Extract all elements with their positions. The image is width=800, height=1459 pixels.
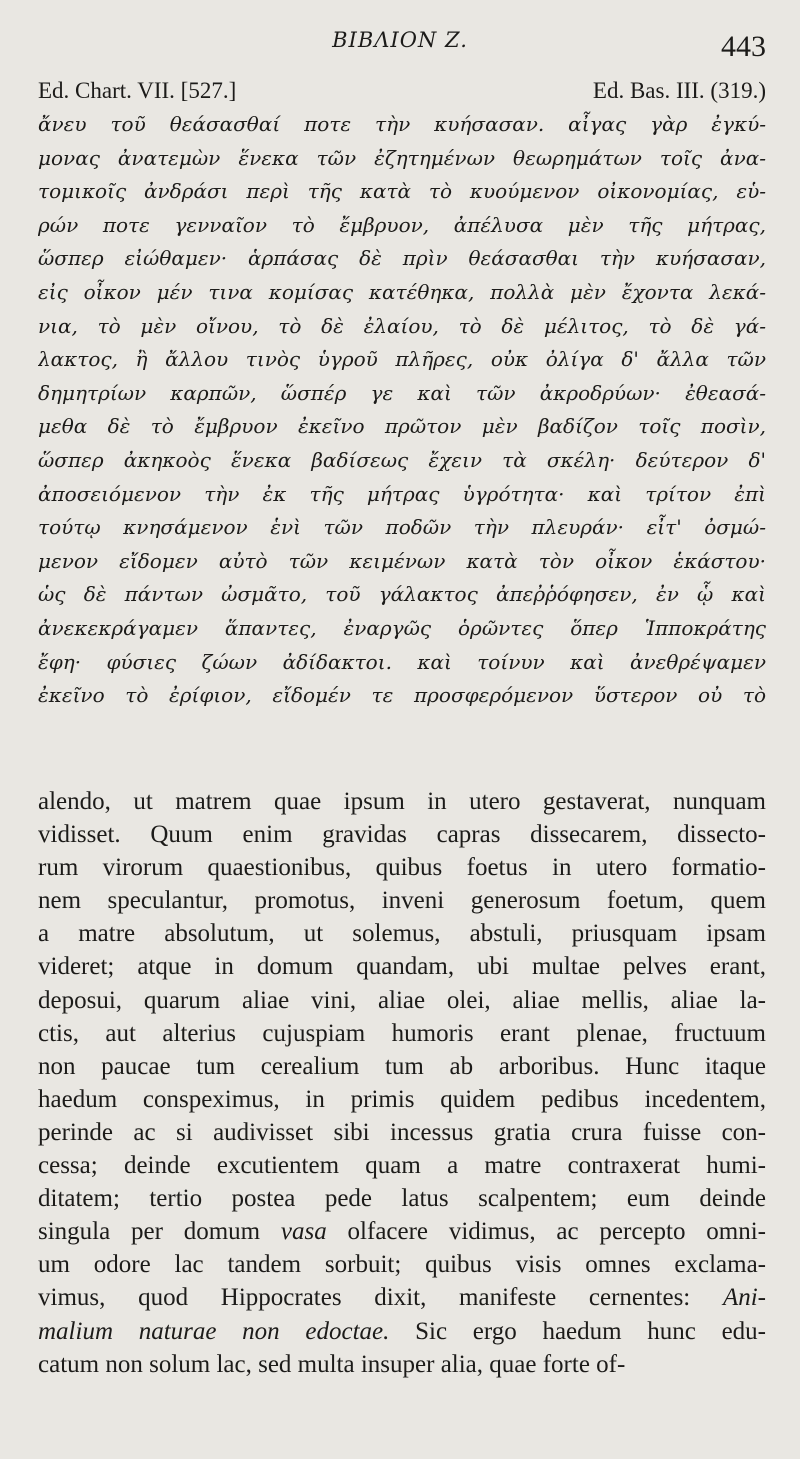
- edition-reference-right: Ed. Bas. III. (319.): [592, 78, 766, 103]
- latin-text-segment: olfacere vidimus, ac percepto omni-: [347, 1218, 766, 1246]
- greek-line: ρών ποτε γενναῖον τὸ ἔμβρυον, ἀπέλυσα μὲν τῆς μήτρας,: [38, 212, 766, 237]
- latin-line: vidisset. Quum enim gravidas capras dissecarem, dissecto-: [38, 821, 766, 849]
- latin-line: videret; atque in domum quandam, ubi multae pelves erant,: [38, 953, 766, 981]
- latin-line: deposui, quarum aliae vini, aliae olei, aliae mellis, aliae la-: [38, 986, 766, 1014]
- latin-text-column: [38, 785, 766, 1381]
- latin-line: um odore lac tandem sorbuit; quibus visis omnes exclama-: [38, 1251, 766, 1279]
- greek-line: τούτῳ κνησάμενον ἑνὶ τῶν ποδῶν τὴν πλευράν· εἶτ' ὀσμώ-: [38, 515, 766, 540]
- greek-line: εἰς οἶκον μέν τινα κομίσας κατέθηκα, πολλὰ μὲν ἔχοντα λεκά-: [38, 279, 766, 304]
- latin-line: [38, 1215, 766, 1248]
- latin-text-segment: vimus, quod Hippocrates dixit, manifeste cernentes:: [38, 1284, 691, 1312]
- latin-text-segment: Sic ergo haedum hunc edu-: [415, 1317, 766, 1345]
- greek-line: ἀποσειόμενον τὴν ἐκ τῆς μήτρας ὑγρότητα· καὶ τρίτον ἐπὶ: [38, 481, 766, 506]
- greek-line: ὡς δὲ πάντων ὠσμᾶτο, τοῦ γάλακτος ἀπεῤῥόφησεν, ἐν ᾧ καὶ: [38, 582, 766, 607]
- latin-italic-word: vasa: [280, 1218, 327, 1246]
- greek-line: μονας ἀνατεμὼν ἕνεκα τῶν ἐζητημένων θεωρημάτων τοῖς ἀνα-: [38, 145, 766, 170]
- greek-line: ὥσπερ εἰώθαμεν· ἁρπάσας δὲ πρὶν θεάσασθαι τὴν κυήσασαν,: [38, 246, 766, 271]
- latin-line: ditatem; tertio postea pede latus scalpentem; eum deinde: [38, 1185, 766, 1213]
- latin-line: non paucae tum cerealium tum ab arboribus. Hunc itaque: [38, 1052, 766, 1080]
- greek-line: δημητρίων καρπῶν, ὥσπέρ γε καὶ τῶν ἀκροδρύων· ἐθεασά-: [38, 380, 766, 405]
- latin-line: [38, 1281, 766, 1314]
- greek-line: ἐκεῖνο τὸ ἐρίφιον, εἴδομέν τε προσφερόμενον ὕστερον οὐ τὸ: [38, 683, 766, 708]
- greek-line: ὥσπερ ἀκηκοὸς ἕνεκα βαδίσεως ἔχειν τὰ σκέλη· δεύτερον δ': [38, 447, 766, 472]
- latin-line: perinde ac si audivisset sibi incessus gratia crura fuisse con-: [38, 1118, 766, 1146]
- latin-line: haedum conspeximus, in primis quidem pedibus incedentem,: [38, 1085, 766, 1113]
- greek-line: ἀνεκεκράγαμεν ἅπαντες, ἐναργῶς ὁρῶντες ὅπερ Ἱπποκράτης: [38, 615, 766, 640]
- greek-line: μενον εἴδομεν αὐτὸ τῶν κειμένων κατὰ τὸν οἶκον ἑκάστου·: [38, 548, 766, 573]
- greek-text-column: [38, 108, 766, 713]
- latin-italic-quotation: Ani-: [722, 1284, 766, 1312]
- latin-italic-quotation: malium naturae non edoctae.: [38, 1317, 390, 1345]
- greek-line: ἔφη· φύσιες ζώων ἀδίδακτοι. καὶ τοίνυν καὶ ἀνεθρέψαμεν: [38, 649, 766, 674]
- edition-reference-left: Ed. Chart. VII. [527.]: [38, 78, 237, 103]
- latin-line: cessa; deinde excutientem quam a matre contraxerat humi-: [38, 1152, 766, 1180]
- latin-line: nem speculantur, promotus, inveni generosum foetum, quem: [38, 887, 766, 915]
- greek-line: νια, τὸ μὲν οἴνου, τὸ δὲ ἐλαίου, τὸ δὲ μέλιτος, τὸ δὲ γά-: [38, 313, 766, 338]
- latin-line: a matre absolutum, ut solemus, abstuli, priusquam ipsam: [38, 920, 766, 948]
- greek-line: λακτος, ἢ ἄλλου τινὸς ὑγροῦ πλῆρες, οὐκ ὀλίγα δ' ἄλλα τῶν: [38, 347, 766, 372]
- latin-line: rum virorum quaestionibus, quibus foetus in utero formatio-: [38, 854, 766, 882]
- page-number: 443: [721, 30, 766, 63]
- latin-line: [38, 1315, 766, 1348]
- latin-line: ctis, aut alterius cujuspiam humoris erant plenae, fructuum: [38, 1019, 766, 1047]
- greek-line: μεθα δὲ τὸ ἔμβρυον ἐκεῖνο πρῶτον μὲν βαδίζον τοῖς ποσὶν,: [38, 414, 766, 439]
- latin-text-segment: singula per domum: [38, 1218, 261, 1246]
- latin-line: catum non solum lac, sed multa insuper alia, quae forte of-: [38, 1350, 626, 1378]
- greek-line: ἄνευ τοῦ θεάσασθαί ποτε τὴν κυήσασαν. αἶγας γὰρ ἐγκύ-: [38, 112, 766, 136]
- running-head-title: BIBΛΙΟΝ Z.: [332, 28, 468, 52]
- latin-line: alendo, ut matrem quae ipsum in utero gestaverat, nunquam: [38, 788, 766, 815]
- greek-line: τομικοῖς ἀνδράσι περὶ τῆς κατὰ τὸ κυούμενον οἰκονομίας, εὑ-: [38, 179, 766, 204]
